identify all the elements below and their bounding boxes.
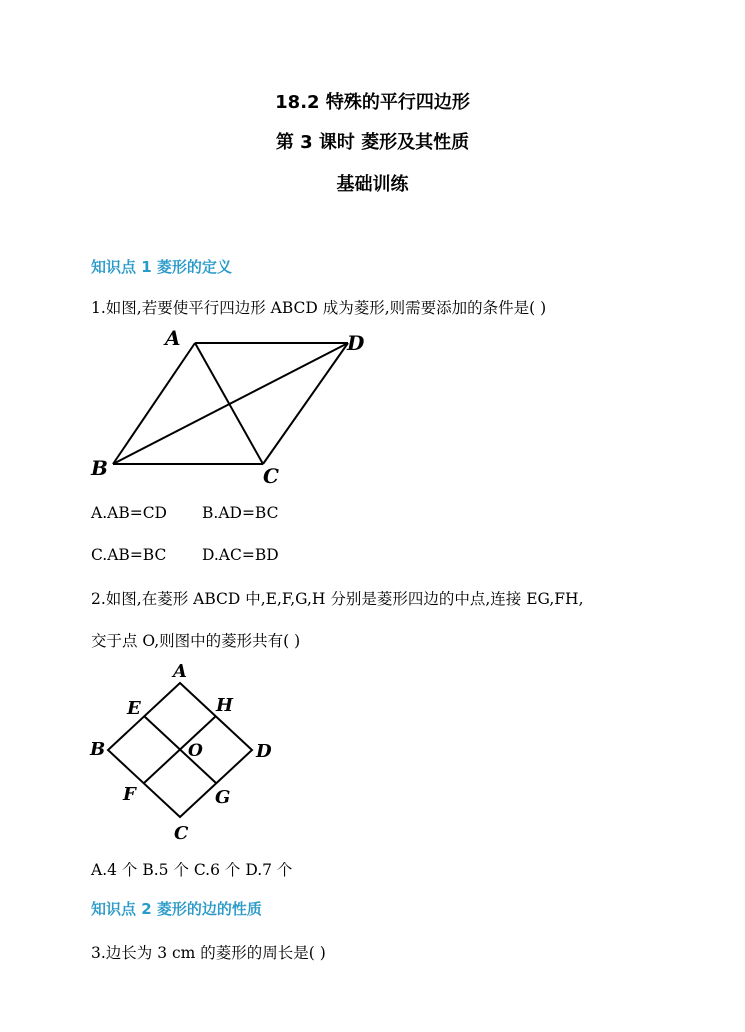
section-heading-2: 知识点 2 菱形的边的性质 (91, 900, 262, 918)
exercise-heading: 基础训练 (336, 174, 409, 195)
section-heading-1: 知识点 1 菱形的定义 (91, 258, 232, 276)
label-c: C (174, 823, 189, 844)
label-e: E (127, 698, 141, 719)
lesson-subtitle: 第 3 课时 菱形及其性质 (275, 132, 470, 153)
figure-1-parallelogram (85, 325, 385, 488)
side-dc (263, 343, 348, 464)
question-1-text: 1.如图,若要使平行四边形 ABCD 成为菱形,则需要添加的条件是( ) (91, 299, 547, 317)
label-b: B (90, 739, 106, 760)
label-d: D (256, 741, 272, 762)
question-2-text-line1: 2.如图,在菱形 ABCD 中,E,F,G,H 分别是菱形四边的中点,连接 EG,FH, (91, 590, 584, 608)
question-3-text: 3.边长为 3 cm 的菱形的周长是( ) (91, 944, 326, 962)
question-2-text-line2: 交于点 O,则图中的菱形共有( ) (91, 632, 301, 650)
lesson-title: 18.2 特殊的平行四边形 (275, 92, 470, 113)
label-b: B (91, 456, 108, 480)
label-h: H (216, 695, 234, 716)
q1-option-d: D.AC=BD (202, 546, 279, 564)
label-f: F (123, 784, 136, 805)
side-ba (113, 343, 195, 464)
label-a: A (165, 326, 181, 350)
q1-option-b: B.AD=BC (202, 504, 279, 522)
diagonal-bd (113, 343, 348, 464)
q1-option-a: A.AB=CD (91, 504, 167, 522)
label-o: O (188, 741, 203, 761)
figure-2-rhombus (85, 660, 285, 845)
label-c: C (263, 464, 279, 488)
q1-option-c: C.AB=BC (91, 546, 167, 564)
q2-options: A.4 个 B.5 个 C.6 个 D.7 个 (91, 861, 293, 879)
label-d: D (347, 331, 365, 355)
label-a: A (173, 661, 187, 682)
label-g: G (215, 787, 231, 808)
